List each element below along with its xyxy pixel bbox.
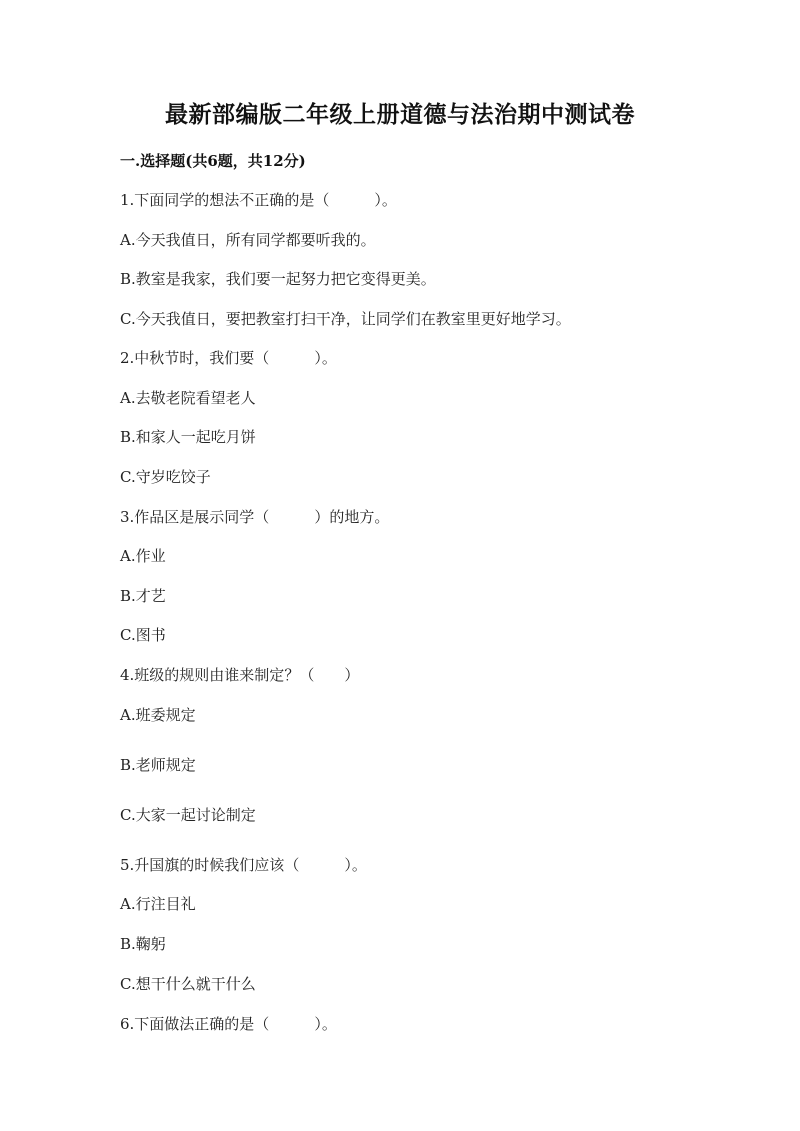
question-5: 5.升国旗的时候我们应该（ ）。	[120, 856, 367, 874]
question-2-option-a: A.去敬老院看望老人	[120, 389, 256, 407]
question-3-option-b: B.才艺	[120, 587, 166, 605]
question-3: 3.作品区是展示同学（ ）的地方。	[120, 508, 390, 526]
question-3-option-c: C.图书	[120, 626, 166, 644]
question-4-option-c: C.大家一起讨论制定	[120, 806, 256, 824]
question-4-option-a: A.班委规定	[120, 706, 196, 724]
question-2-option-c: C.守岁吃饺子	[120, 468, 211, 486]
question-4: 4.班级的规则由谁来制定？（ ）	[120, 666, 360, 684]
question-5-option-b: B.鞠躬	[120, 935, 166, 953]
section-heading: 一.选择题(共6题，共12分)	[120, 152, 306, 170]
question-5-option-a: A.行注目礼	[120, 895, 196, 913]
question-1-option-c: C.今天我值日，要把教室打扫干净，让同学们在教室里更好地学习。	[120, 310, 571, 328]
page-title: 最新部编版二年级上册道德与法治期中测试卷	[165, 101, 635, 128]
question-1-option-a: A.今天我值日，所有同学都要听我的。	[120, 231, 376, 249]
question-2: 2.中秋节时，我们要（ ）。	[120, 349, 337, 367]
question-1-option-b: B.教室是我家，我们要一起努力把它变得更美。	[120, 270, 436, 288]
question-1: 1.下面同学的想法不正确的是（ ）。	[120, 191, 397, 209]
question-4-option-b: B.老师规定	[120, 756, 196, 774]
question-3-option-a: A.作业	[120, 547, 166, 565]
question-2-option-b: B.和家人一起吃月饼	[120, 428, 256, 446]
question-6: 6.下面做法正确的是（ ）。	[120, 1015, 337, 1033]
question-5-option-c: C.想干什么就干什么	[120, 975, 256, 993]
